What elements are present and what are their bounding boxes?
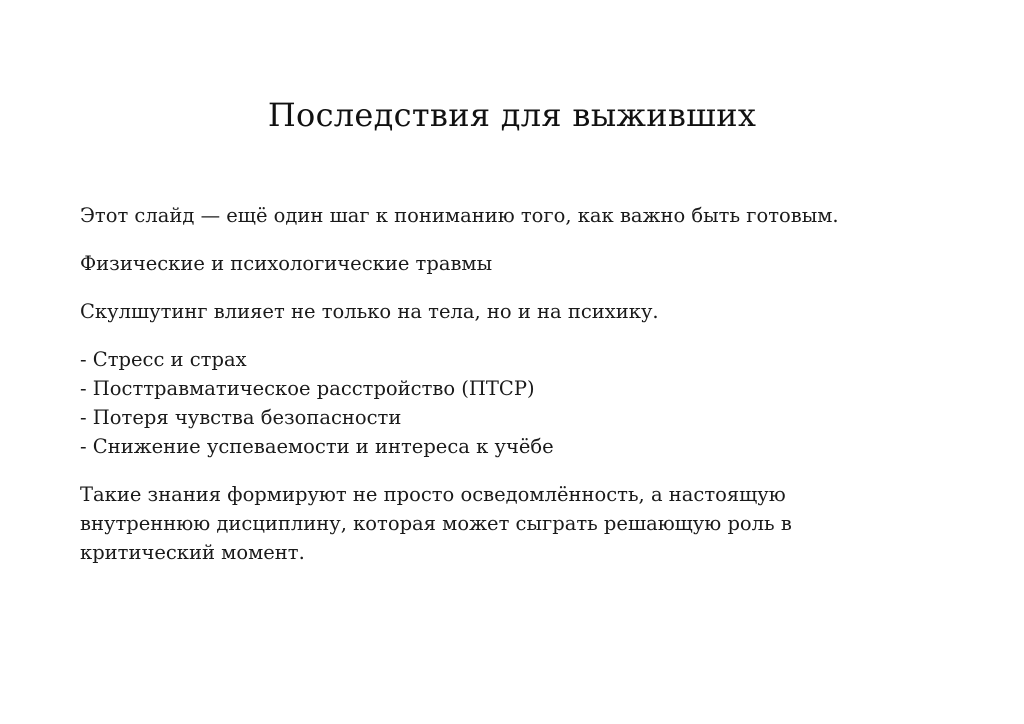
list-item: - Снижение успеваемости и интереса к учёбе: [80, 435, 554, 458]
statement-paragraph: Скулшутинг влияет не только на тела, но и на психику.: [80, 300, 659, 323]
slide-body: [80, 201, 940, 586]
subheading: Физические и психологические травмы: [80, 252, 493, 275]
intro-paragraph: Этот слайд — ещё один шаг к пониманию того, как важно быть готовым.: [80, 204, 839, 227]
list-item: - Стресс и страх: [80, 348, 247, 371]
slide-title: Последствия для выживших: [267, 96, 757, 134]
conclusion-paragraph: [80, 480, 940, 567]
conclusion-line: Такие знания формируют не просто осведомлённость, а настоящую: [80, 483, 786, 506]
list-item: - Потеря чувства безопасности: [80, 406, 402, 429]
list-item: - Посттравматическое расстройство (ПТСР): [80, 377, 535, 400]
conclusion-line: критический момент.: [80, 541, 305, 564]
consequences-list: [80, 345, 940, 461]
conclusion-line: внутреннюю дисциплину, которая может сыграть решающую роль в: [80, 512, 792, 535]
